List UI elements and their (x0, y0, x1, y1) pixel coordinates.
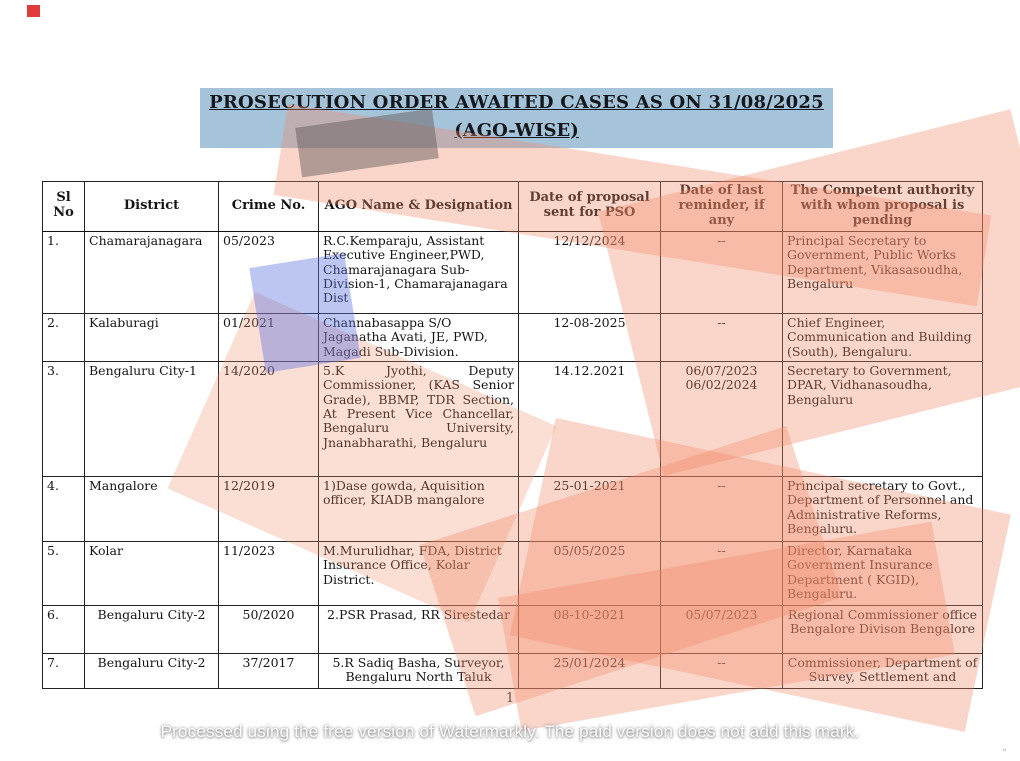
cell-sl-no: 5. (43, 541, 85, 605)
cell-sl-no: 2. (43, 313, 85, 361)
cell-crime-no: 50/2020 (219, 605, 319, 653)
cell-sl-no: 3. (43, 361, 85, 476)
cell-sl-no: 6. (43, 605, 85, 653)
cell-reminder-date: -- (661, 231, 783, 313)
cell-proposal-date: 12-08-2025 (519, 313, 661, 361)
table-row (43, 361, 983, 476)
cell-proposal-date: 14.12.2021 (519, 361, 661, 476)
cell-district: Bengaluru City-2 (85, 653, 219, 688)
cell-crime-no: 11/2023 (219, 541, 319, 605)
cell-ago-name: M.Murulidhar, FDA, District Insurance Office, Kolar District. (319, 541, 519, 605)
table-row (43, 313, 983, 361)
page-corner-mark: „ (1003, 742, 1006, 752)
cell-sl-no: 1. (43, 231, 85, 313)
header-proposal-date: Date of proposal sent for PSO (519, 182, 661, 232)
cell-sl-no: 7. (43, 653, 85, 688)
header-district: District (85, 182, 219, 232)
cell-ago-name: 2.PSR Prasad, RR Sirestedar (319, 605, 519, 653)
cell-proposal-date: 25/01/2024 (519, 653, 661, 688)
cell-authority: Regional Commissioner office Bengalore Divison Bengalore (783, 605, 983, 653)
header-crime-no: Crime No. (219, 182, 319, 232)
cell-authority: Secretary to Government, DPAR, Vidhanasoudha, Bengaluru (783, 361, 983, 476)
table-row (43, 231, 983, 313)
title-highlight-block (200, 88, 833, 148)
cell-reminder-date: 05/07/2023 (661, 605, 783, 653)
cell-reminder-date: -- (661, 653, 783, 688)
cell-district: Bengaluru City-2 (85, 605, 219, 653)
cases-table (42, 181, 983, 689)
cell-authority: Commissioner, Department of Survey, Settlement and (783, 653, 983, 688)
table-row (43, 605, 983, 653)
cell-reminder-date: -- (661, 476, 783, 541)
page-number: 1 (505, 691, 515, 706)
cell-district: Kolar (85, 541, 219, 605)
table-row (43, 541, 983, 605)
cell-district: Bengaluru City-1 (85, 361, 219, 476)
cell-ago-name: Channabasappa S/O Jaganatha Avati, JE, PWD, Magadi Sub-Division. (319, 313, 519, 361)
cell-authority: Director, Karnataka Government Insurance Department ( KGID), Bengaluru. (783, 541, 983, 605)
cell-crime-no: 12/2019 (219, 476, 319, 541)
header-ago-name: AGO Name & Designation (319, 182, 519, 232)
cell-reminder-date: 06/07/2023 06/02/2024 (661, 361, 783, 476)
cell-authority: Principal Secretary to Government, Public Works Department, Vikasasoudha, Bengaluru (783, 231, 983, 313)
cell-reminder-date: -- (661, 541, 783, 605)
cell-district: Kalaburagi (85, 313, 219, 361)
cell-reminder-date: -- (661, 313, 783, 361)
cell-ago-name: R.C.Kemparaju, Assistant Executive Engineer,PWD, Chamarajanagara Sub-Division-1, Chamarajanagara Dist (319, 231, 519, 313)
table-header-row (43, 182, 983, 232)
cell-ago-name: 5.R Sadiq Basha, Surveyor, Bengaluru North Taluk (319, 653, 519, 688)
cell-authority: Principal secretary to Govt., Department of Personnel and Administrative Reforms, Bengaluru. (783, 476, 983, 541)
cell-authority: Chief Engineer, Communication and Building (South), Bengaluru. (783, 313, 983, 361)
cell-crime-no: 01/2021 (219, 313, 319, 361)
cell-district: Chamarajanagara (85, 231, 219, 313)
header-reminder-date: Date of last reminder, if any (661, 182, 783, 232)
header-authority: The Competent authority with whom proposal is pending (783, 182, 983, 232)
cell-proposal-date: 05/05/2025 (519, 541, 661, 605)
page-subtitle: (AGO-WISE) (454, 120, 579, 141)
cell-proposal-date: 12/12/2024 (519, 231, 661, 313)
cell-district: Mangalore (85, 476, 219, 541)
watermark-text: Processed using the free version of Watermarkly. The paid version does not add this mark. (160, 722, 860, 741)
page-title: PROSECUTION ORDER AWAITED CASES AS ON 31/08/2025 (209, 92, 824, 113)
cell-proposal-date: 08-10-2021 (519, 605, 661, 653)
table-row (43, 653, 983, 688)
cell-proposal-date: 25-01-2021 (519, 476, 661, 541)
cell-sl-no: 4. (43, 476, 85, 541)
header-sl-no: Sl No (43, 182, 85, 232)
cell-crime-no: 37/2017 (219, 653, 319, 688)
cell-crime-no: 05/2023 (219, 231, 319, 313)
table-row (43, 476, 983, 541)
cell-crime-no: 14/2020 (219, 361, 319, 476)
cell-ago-name: 5.K Jyothi, Deputy Commissioner, (KAS Senior Grade), BBMP, TDR Section, At Present Vice Chancellar, Bengaluru University, Jnanabharathi, Bengaluru (319, 361, 519, 476)
corner-red-marker (27, 5, 40, 17)
cell-ago-name: 1)Dase gowda, Aquisition officer, KIADB mangalore (319, 476, 519, 541)
